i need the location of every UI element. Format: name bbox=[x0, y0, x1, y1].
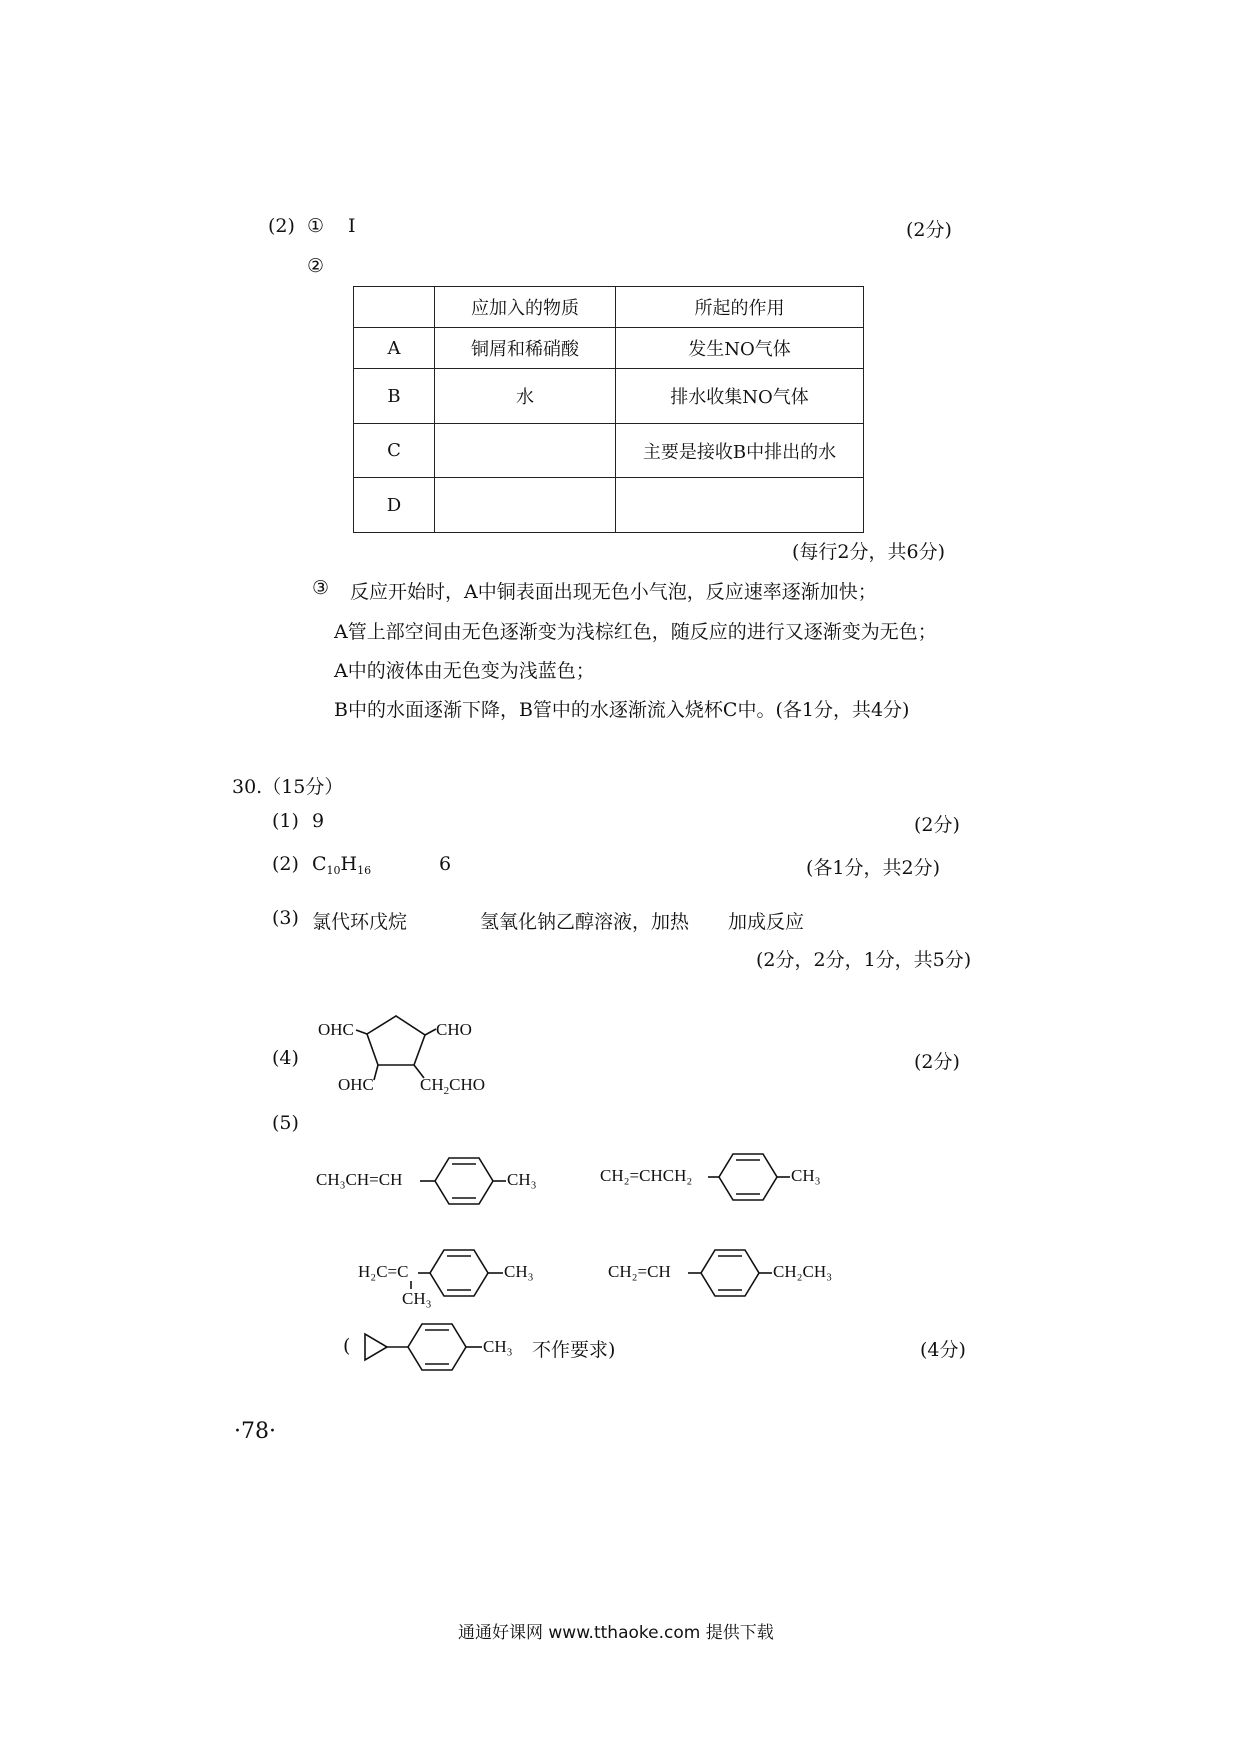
role-cell: 主要是接收B中排出的水 bbox=[616, 424, 864, 478]
question-title: 30.（15分） bbox=[232, 776, 344, 798]
answer-text: 加成反应 bbox=[728, 911, 805, 933]
substituent-label: CH₂CH₃ bbox=[773, 1262, 833, 1281]
role-cell: 发生NO气体 bbox=[616, 328, 864, 369]
part-label: (1) bbox=[272, 810, 299, 832]
sub-marker: ② bbox=[307, 255, 325, 277]
score-text: (各1分，共2分) bbox=[806, 857, 941, 879]
answer-line: A管上部空间由无色逐渐变为浅棕红色，随反应的进行又逐渐变为无色； bbox=[334, 621, 937, 643]
substituent-label: H₂C=C bbox=[358, 1262, 409, 1281]
substituent-label: CH₃ bbox=[483, 1337, 513, 1356]
sub-marker: ① bbox=[307, 215, 325, 237]
part-label: (2) bbox=[268, 215, 295, 237]
note-text: 不作要求) bbox=[532, 1339, 616, 1361]
row-label: A bbox=[354, 328, 435, 369]
answer-text: 氯代环戊烷 bbox=[312, 911, 408, 933]
score-text: (4分) bbox=[920, 1339, 966, 1361]
answer-text: 9 bbox=[312, 810, 325, 832]
formula: $C_{10}H_{16}$ bbox=[312, 853, 372, 877]
note-paren: ( bbox=[343, 1335, 351, 1357]
score-text: (2分) bbox=[914, 814, 960, 836]
part-label: (4) bbox=[272, 1047, 299, 1069]
substituent-label: CH₃ bbox=[507, 1170, 537, 1189]
role-cell: 排水收集NO气体 bbox=[616, 369, 864, 424]
substituent-label: CH₃ bbox=[504, 1262, 534, 1281]
score-text: (2分) bbox=[906, 219, 952, 241]
score-text: (2分，2分，1分，共5分) bbox=[756, 949, 972, 971]
substituent-label: CH₃CH=CH bbox=[316, 1170, 403, 1189]
part-label: (3) bbox=[272, 907, 299, 929]
substance-cell: 水 bbox=[435, 369, 616, 424]
answer-text: I bbox=[348, 215, 356, 237]
score-text: (2分) bbox=[914, 1051, 960, 1073]
page-number: ·78· bbox=[234, 1419, 276, 1444]
answer-line: 反应开始时，A中铜表面出现无色小气泡，反应速率逐渐加快； bbox=[350, 581, 877, 603]
part-label: (5) bbox=[272, 1112, 299, 1134]
answer-line: A中的液体由无色变为浅蓝色； bbox=[334, 660, 595, 682]
substance-cell: 铜屑和稀硝酸 bbox=[435, 328, 616, 369]
substituent-label: CH₃ bbox=[791, 1166, 821, 1185]
row-label: C bbox=[354, 424, 435, 478]
row-label: D bbox=[354, 478, 435, 533]
table-header-cell: 应加入的物质 bbox=[435, 287, 616, 328]
answer-text: 氢氧化钠乙醇溶液，加热 bbox=[480, 911, 690, 933]
footer-text: 通通好课网 www.tthaoke.com 提供下载 bbox=[458, 1623, 774, 1643]
formylmethyl-group-label: $CH_2CHO$ bbox=[420, 1075, 486, 1097]
part-label: (2) bbox=[272, 853, 299, 875]
formyl-group-label: OHC bbox=[318, 1020, 354, 1039]
score-text: (每行2分，共6分) bbox=[792, 541, 946, 563]
substituent-label: CH₃ bbox=[402, 1289, 432, 1308]
formyl-group-label: OHC bbox=[338, 1075, 374, 1094]
row-label: B bbox=[354, 369, 435, 424]
formyl-group-label: CHO bbox=[436, 1020, 472, 1039]
answer-line: B中的水面逐渐下降，B管中的水逐渐流入烧杯C中。(各1分，共4分) bbox=[334, 699, 910, 721]
table-header-cell: 所起的作用 bbox=[616, 287, 864, 328]
substituent-label: CH₂=CHCH₂ bbox=[600, 1166, 693, 1185]
answer-text: 6 bbox=[439, 853, 452, 875]
substituent-label: CH₂=CH bbox=[608, 1262, 671, 1281]
sub-marker: ③ bbox=[312, 577, 330, 599]
